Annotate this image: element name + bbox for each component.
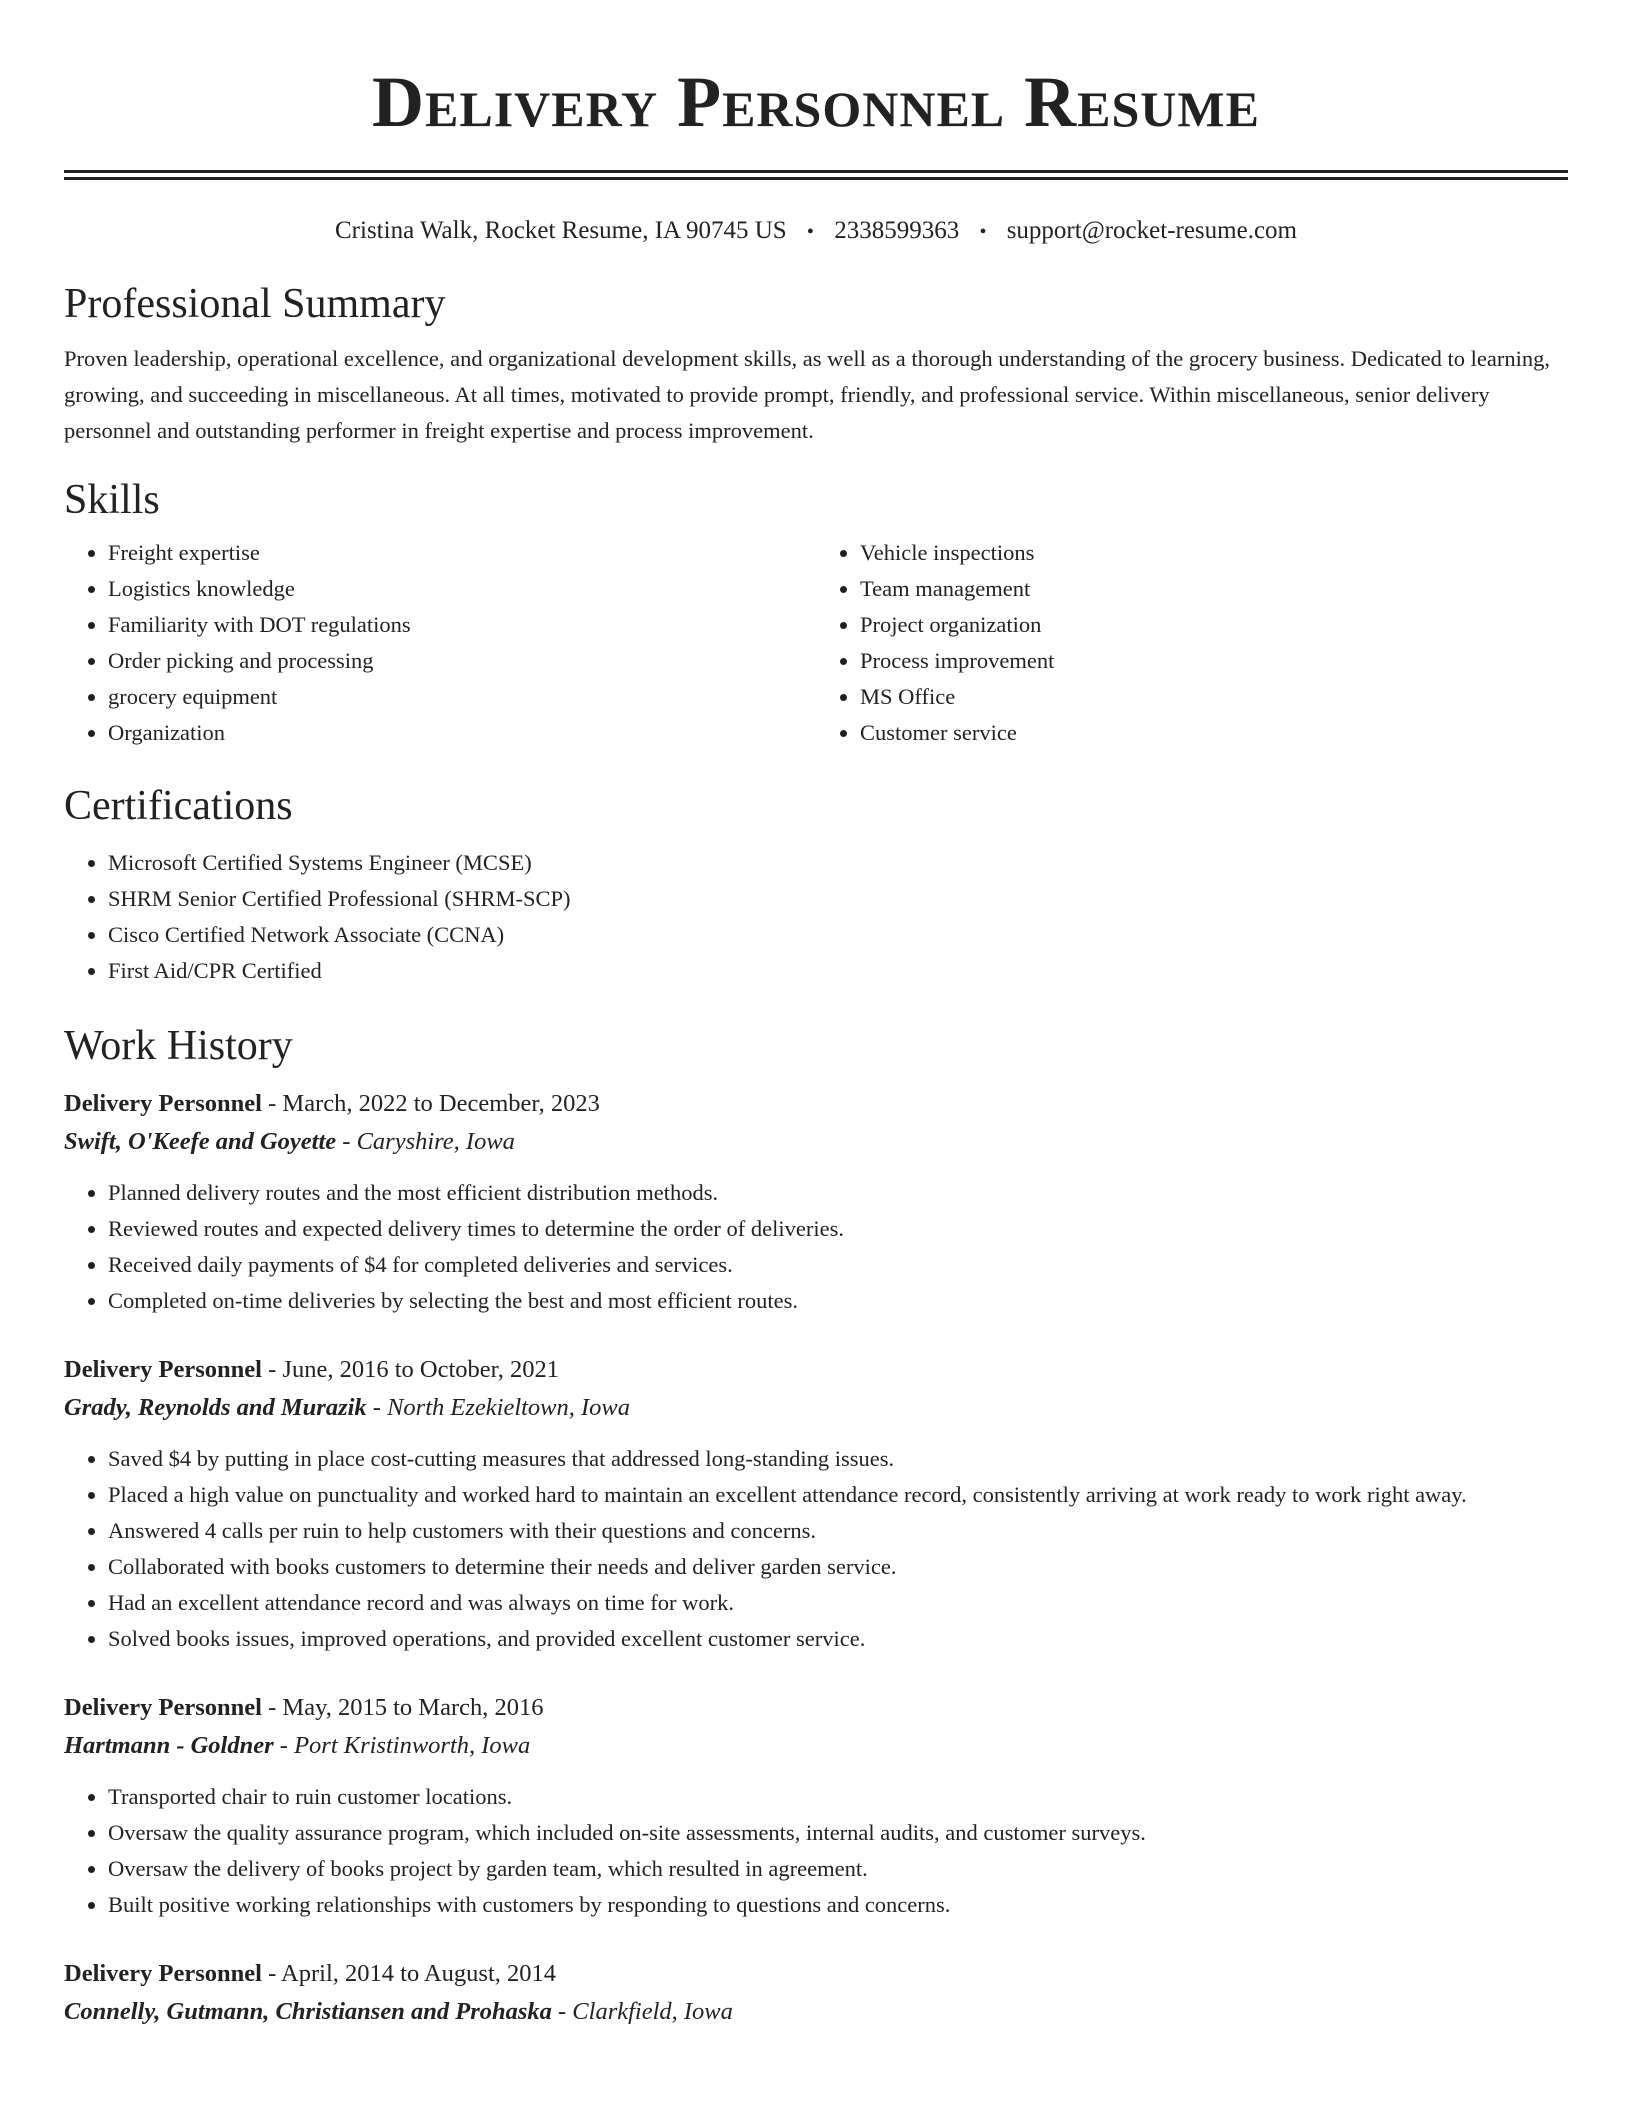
title-double-rule: [64, 170, 1568, 180]
job-bullet: • Oversaw the quality assurance program, which included on-site assessments, internal audits, and customer surveys.: [108, 1815, 1568, 1851]
job-entry: [64, 1955, 1568, 2031]
job-dates: - May, 2015 to March, 2016: [262, 1694, 544, 1721]
job-company: Hartmann - Goldner: [64, 1732, 274, 1759]
contact-address: Cristina Walk, Rocket Resume, IA 90745 US: [335, 217, 787, 244]
skill-item: • Customer service: [860, 715, 1568, 751]
job-bullet: • Completed on-time deliveries by selecting the best and most efficient routes.: [108, 1283, 1568, 1319]
skills-right-list: [816, 535, 1568, 751]
skill-item: • Logistics knowledge: [108, 571, 816, 607]
job-bullet: • Placed a high value on punctuality and worked hard to maintain an excellent attendance record, consistently arriving at work ready to work right away.: [108, 1477, 1568, 1513]
summary-heading: Professional Summary: [64, 281, 446, 327]
job-bullet: • Built positive working relationships with customers by responding to questions and concerns.: [108, 1887, 1568, 1923]
job-title: Delivery Personnel: [64, 1090, 262, 1117]
job-company: Connelly, Gutmann, Christiansen and Prohaska: [64, 1998, 552, 2025]
job-entry: [64, 1085, 1568, 1319]
job-dates: - March, 2022 to December, 2023: [262, 1090, 600, 1117]
contact-separator: •: [806, 221, 814, 243]
skills-columns: [64, 535, 1568, 751]
job-dates: - April, 2014 to August, 2014: [262, 1960, 557, 1987]
job-title-line: [64, 1085, 1568, 1123]
job-company-line: [64, 1389, 1568, 1427]
certification-item: • SHRM Senior Certified Professional (SHRM-SCP): [108, 881, 1568, 917]
job-company-line: [64, 1727, 1568, 1765]
skill-item: • Order picking and processing: [108, 643, 816, 679]
job-bullet: • Answered 4 calls per ruin to help customers with their questions and concerns.: [108, 1513, 1568, 1549]
skill-item: • Process improvement: [860, 643, 1568, 679]
job-bullet: • Solved books issues, improved operations, and provided excellent customer service.: [108, 1621, 1568, 1657]
skill-item: • Organization: [108, 715, 816, 751]
job-title: Delivery Personnel: [64, 1356, 262, 1383]
skills-heading: Skills: [64, 477, 160, 523]
job-company: Swift, O'Keefe and Goyette: [64, 1128, 337, 1155]
skill-item: • Team management: [860, 571, 1568, 607]
job-title: Delivery Personnel: [64, 1960, 262, 1987]
job-entry: [64, 1689, 1568, 1923]
job-company-line: [64, 1123, 1568, 1161]
job-location: - Caryshire, Iowa: [336, 1128, 515, 1155]
job-bullet: • Reviewed routes and expected delivery times to determine the order of deliveries.: [108, 1211, 1568, 1247]
job-bullet: • Had an excellent attendance record and was always on time for work.: [108, 1585, 1568, 1621]
resume-title: Delivery Personnel Resume: [372, 62, 1260, 142]
job-company: Grady, Reynolds and Murazik: [64, 1394, 367, 1421]
certification-item: • Cisco Certified Network Associate (CCNA): [108, 917, 1568, 953]
job-dates: - June, 2016 to October, 2021: [262, 1356, 560, 1383]
skill-item: • Freight expertise: [108, 535, 816, 571]
certifications-list: [64, 845, 1568, 989]
job-company-line: [64, 1993, 1568, 2031]
contact-email: support@rocket-resume.com: [1006, 217, 1297, 244]
job-bullets: [64, 1779, 1568, 1923]
work-history-heading: Work History: [64, 1023, 293, 1069]
job-bullets: [64, 1175, 1568, 1319]
skills-left-list: [64, 535, 816, 751]
job-bullet: • Planned delivery routes and the most efficient distribution methods.: [108, 1175, 1568, 1211]
job-bullet: • Saved $4 by putting in place cost-cutting measures that addressed long-standing issues.: [108, 1441, 1568, 1477]
job-title: Delivery Personnel: [64, 1694, 262, 1721]
job-title-line: [64, 1955, 1568, 1993]
summary-text: Proven leadership, operational excellence, and organizational development skills, as well as a thorough understanding of the grocery business. Dedicated to learning, growing, and succeeding in miscellaneous. At all times, motivated to provide prompt, friendly, and professional service. Within miscellaneous, senior delivery personnel and outstanding performer in freight expertise and process improvement.: [64, 346, 1550, 443]
contact-separator: •: [979, 221, 987, 243]
skill-item: • MS Office: [860, 679, 1568, 715]
skill-item: • Project organization: [860, 607, 1568, 643]
skill-item: • grocery equipment: [108, 679, 816, 715]
job-bullet: • Oversaw the delivery of books project by garden team, which resulted in agreement.: [108, 1851, 1568, 1887]
resume-page: [64, 0, 1568, 2031]
job-location: - Clarkfield, Iowa: [551, 1998, 733, 2025]
certification-item: • First Aid/CPR Certified: [108, 953, 1568, 989]
job-location: - North Ezekieltown, Iowa: [366, 1394, 631, 1421]
job-bullet: • Transported chair to ruin customer locations.: [108, 1779, 1568, 1815]
job-location: - Port Kristinworth, Iowa: [273, 1732, 531, 1759]
job-title-line: [64, 1689, 1568, 1727]
contact-line: [64, 216, 1568, 247]
job-bullet: • Collaborated with books customers to determine their needs and deliver garden service.: [108, 1549, 1568, 1585]
job-title-line: [64, 1351, 1568, 1389]
contact-phone: 2338599363: [834, 217, 960, 244]
certification-item: • Microsoft Certified Systems Engineer (MCSE): [108, 845, 1568, 881]
job-bullets: [64, 1441, 1568, 1657]
job-entry: [64, 1351, 1568, 1657]
skill-item: • Vehicle inspections: [860, 535, 1568, 571]
certifications-heading: Certifications: [64, 783, 293, 829]
job-bullet: • Received daily payments of $4 for completed deliveries and services.: [108, 1247, 1568, 1283]
skill-item: • Familiarity with DOT regulations: [108, 607, 816, 643]
